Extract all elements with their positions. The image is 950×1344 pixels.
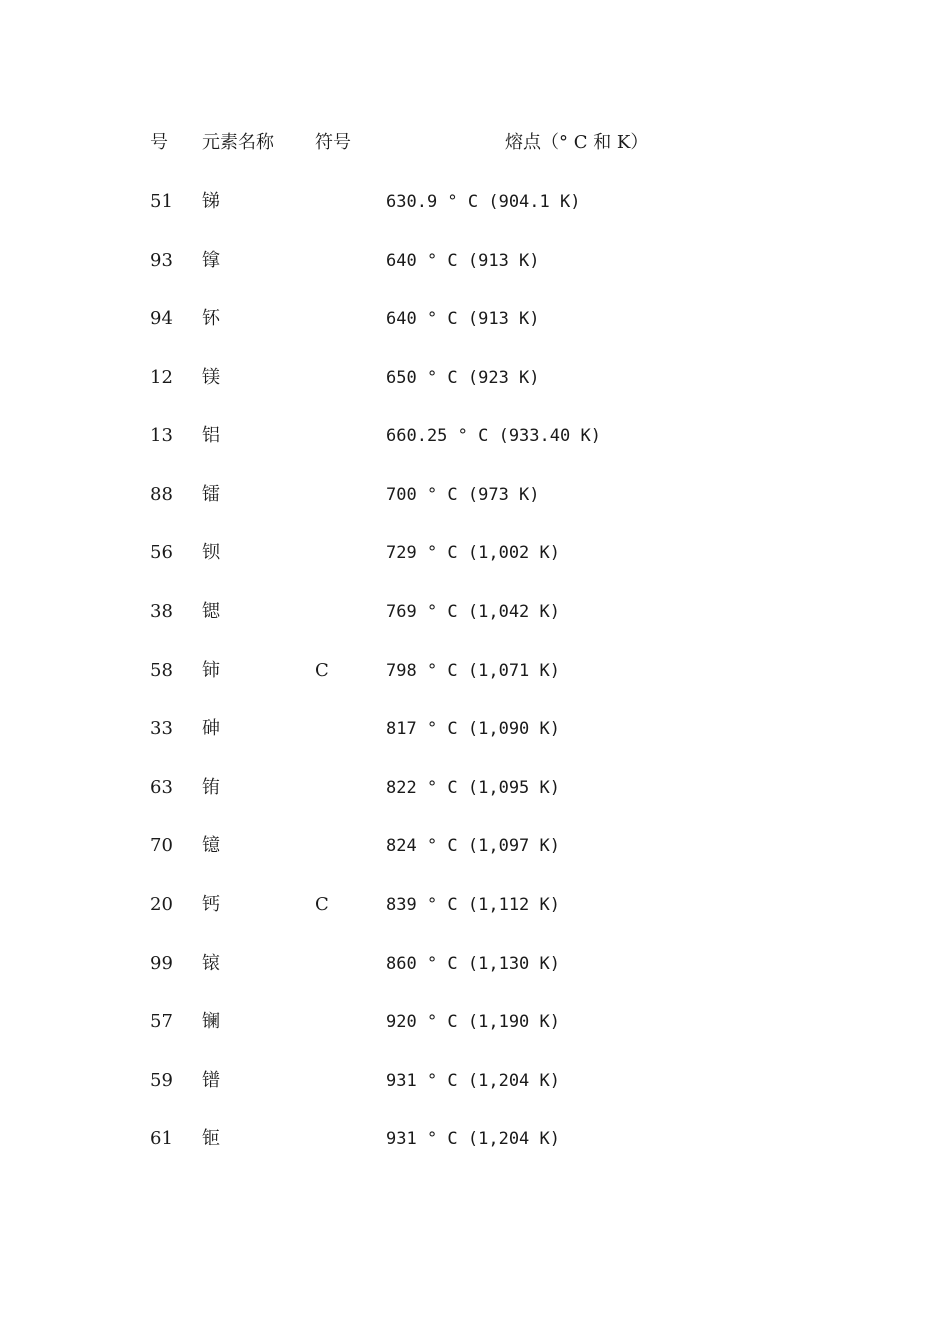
row-number: 13 (150, 425, 173, 446)
header-element-name: 元素名称 (202, 132, 274, 153)
table-row (0, 187, 950, 217)
row-element-name: 锿 (202, 953, 220, 974)
table-row (0, 949, 950, 979)
row-melting-point: 822 ° C (1,095 K) (386, 778, 560, 798)
row-number: 70 (150, 835, 173, 856)
row-melting-point: 931 ° C (1,204 K) (386, 1071, 560, 1091)
table-row (0, 363, 950, 393)
table-row (0, 656, 950, 686)
row-melting-point: 824 ° C (1,097 K) (386, 836, 560, 856)
row-symbol: C (315, 894, 329, 915)
row-number: 88 (150, 484, 173, 505)
row-number: 33 (150, 718, 173, 739)
row-number: 12 (150, 367, 173, 388)
row-melting-point: 860 ° C (1,130 K) (386, 954, 560, 974)
header-symbol: 符号 (315, 132, 351, 153)
row-number: 63 (150, 777, 173, 798)
row-element-name: 镱 (202, 835, 220, 856)
table-row (0, 1124, 950, 1154)
table-row (0, 1007, 950, 1037)
row-melting-point: 630.9 ° C (904.1 K) (386, 192, 581, 212)
row-number: 94 (150, 308, 173, 329)
row-number: 51 (150, 191, 173, 212)
table-row (0, 304, 950, 334)
row-number: 59 (150, 1070, 173, 1091)
row-melting-point: 920 ° C (1,190 K) (386, 1012, 560, 1032)
row-element-name: 钙 (202, 894, 220, 915)
row-number: 61 (150, 1128, 173, 1149)
row-element-name: 镧 (202, 1011, 220, 1032)
table-row (0, 1066, 950, 1096)
row-number: 93 (150, 250, 173, 271)
table-row (0, 890, 950, 920)
header-melting-point: 熔点（° C 和 K） (505, 132, 649, 153)
row-melting-point: 650 ° C (923 K) (386, 368, 540, 388)
row-element-name: 钷 (202, 1128, 220, 1149)
table-row (0, 480, 950, 510)
row-melting-point: 700 ° C (973 K) (386, 485, 540, 505)
row-element-name: 砷 (202, 718, 220, 739)
row-number: 56 (150, 542, 173, 563)
row-element-name: 铈 (202, 660, 220, 681)
row-melting-point: 640 ° C (913 K) (386, 251, 540, 271)
row-element-name: 镁 (202, 367, 220, 388)
row-number: 99 (150, 953, 173, 974)
row-element-name: 镎 (202, 250, 220, 271)
row-melting-point: 817 ° C (1,090 K) (386, 719, 560, 739)
row-element-name: 镭 (202, 484, 220, 505)
row-element-name: 锶 (202, 601, 220, 622)
row-element-name: 铕 (202, 777, 220, 798)
row-symbol: C (315, 660, 329, 681)
table-row (0, 246, 950, 276)
table-row (0, 597, 950, 627)
row-element-name: 镨 (202, 1070, 220, 1091)
table-row (0, 421, 950, 451)
row-number: 58 (150, 660, 173, 681)
row-melting-point: 931 ° C (1,204 K) (386, 1129, 560, 1149)
header-number: 号 (150, 132, 168, 153)
table-row (0, 831, 950, 861)
row-element-name: 钚 (202, 308, 220, 329)
row-melting-point: 798 ° C (1,071 K) (386, 661, 560, 681)
table-row (0, 714, 950, 744)
table-row (0, 773, 950, 803)
table-row (0, 538, 950, 568)
row-element-name: 锑 (202, 191, 220, 212)
row-number: 38 (150, 601, 173, 622)
row-melting-point: 660.25 ° C (933.40 K) (386, 426, 601, 446)
row-number: 20 (150, 894, 173, 915)
row-melting-point: 839 ° C (1,112 K) (386, 895, 560, 915)
table-header (0, 128, 950, 158)
row-melting-point: 769 ° C (1,042 K) (386, 602, 560, 622)
row-element-name: 铝 (202, 425, 220, 446)
row-melting-point: 640 ° C (913 K) (386, 309, 540, 329)
row-melting-point: 729 ° C (1,002 K) (386, 543, 560, 563)
row-number: 57 (150, 1011, 173, 1032)
row-element-name: 钡 (202, 542, 220, 563)
